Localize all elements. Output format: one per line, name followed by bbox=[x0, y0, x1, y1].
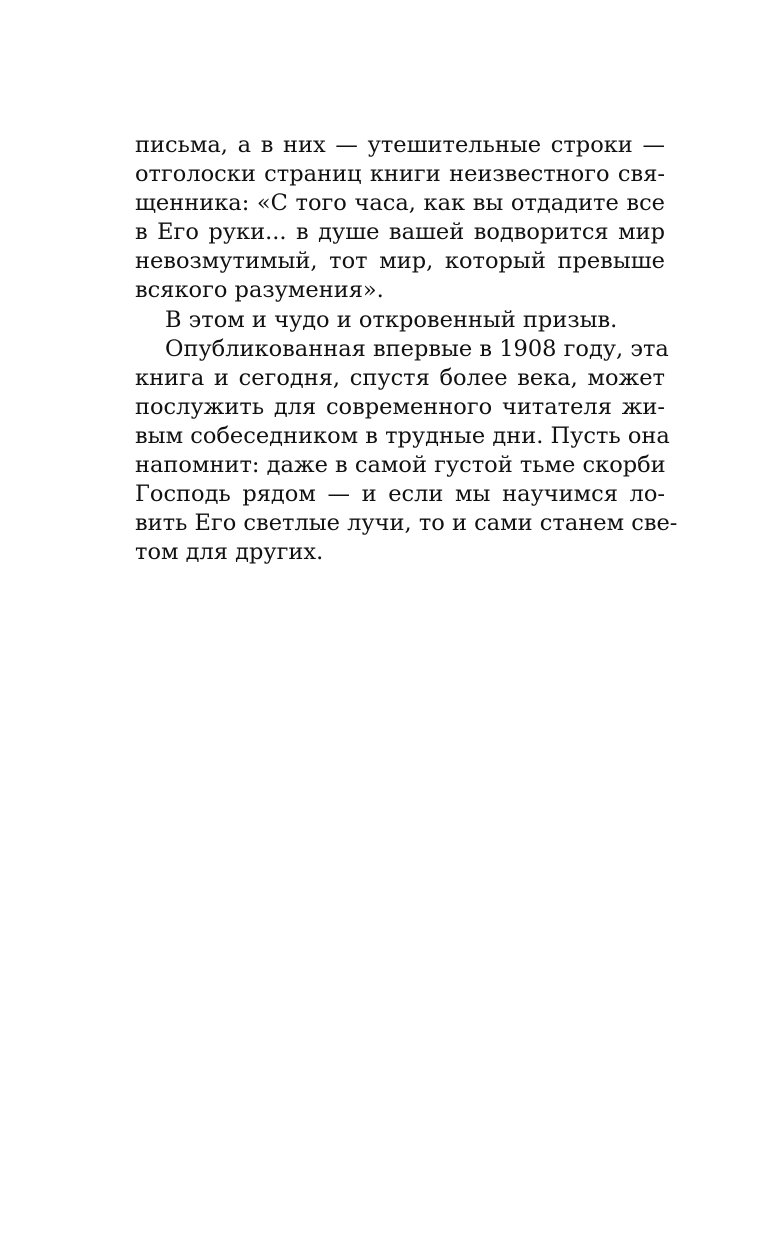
text-line: невозмутимый, тот мир, который превыше bbox=[135, 248, 665, 275]
text-line: в Его руки... в душе вашей водворится мир bbox=[135, 219, 665, 246]
text-line: послужить для современного читателя жи- bbox=[135, 393, 665, 420]
paragraph-3 bbox=[135, 335, 678, 568]
text-line: Опубликованная впервые в 1908 году, эта bbox=[165, 335, 669, 362]
text-line: вым собеседником в трудные дни. Пусть она bbox=[135, 422, 670, 449]
text-line: напомнит: даже в самой густой тьме скорби bbox=[135, 452, 666, 479]
text-line: всякого разумения». bbox=[135, 277, 384, 304]
paragraph-2 bbox=[135, 306, 665, 335]
text-line: В этом и чудо и откровенный призыв. bbox=[165, 306, 618, 333]
text-line: письма, а в них — утешительные строки — bbox=[135, 132, 665, 158]
text-line: том для других. bbox=[135, 539, 324, 566]
text-line: отголоски страниц книги неизвестного свя- bbox=[135, 161, 665, 188]
text-line: Господь рядом — и если мы научимся ло- bbox=[135, 481, 665, 508]
paragraph-1 bbox=[135, 131, 665, 306]
body-text bbox=[135, 131, 678, 567]
text-line: вить Его светлые лучи, то и сами станем све- bbox=[135, 510, 678, 537]
text-line: книга и сегодня, спустя более века, может bbox=[135, 364, 665, 391]
text-line: щенника: «С того часа, как вы отдадите все bbox=[135, 190, 665, 217]
